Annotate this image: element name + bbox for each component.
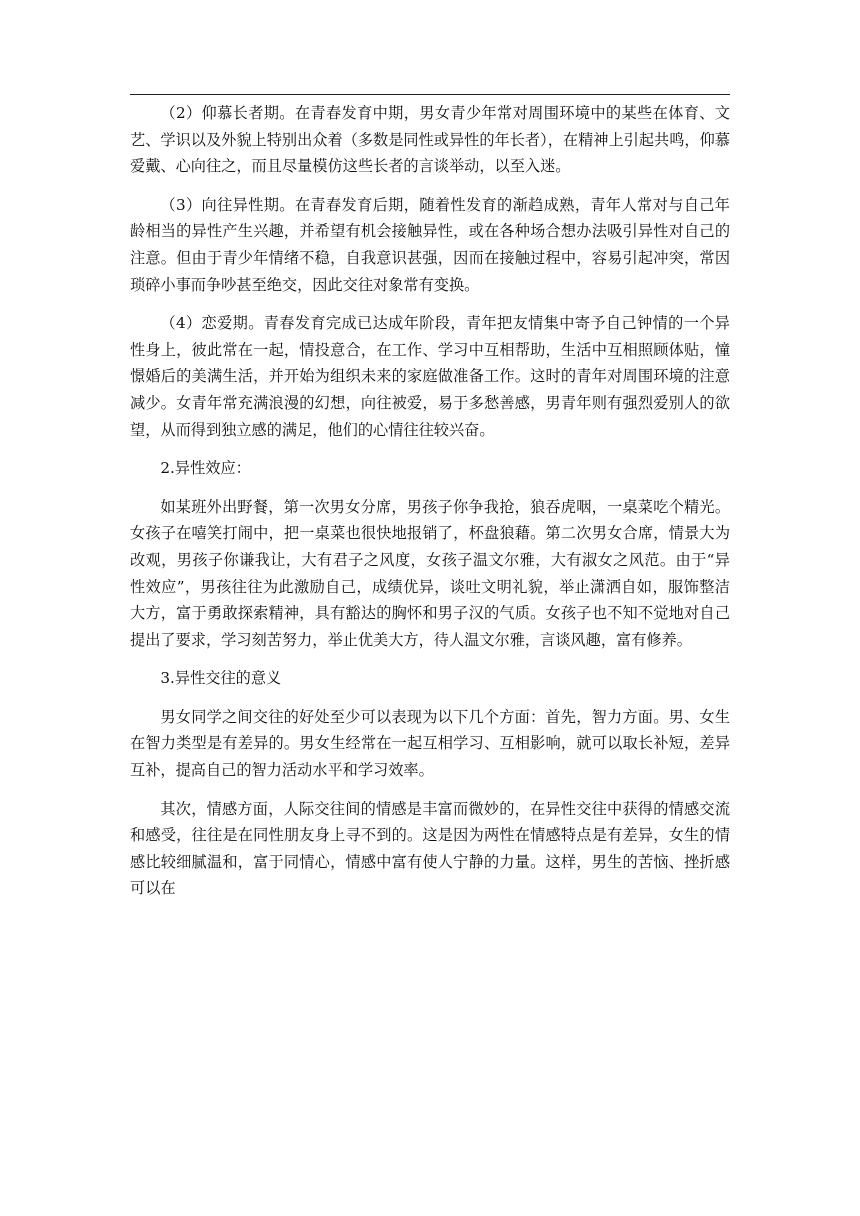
section-heading-opposite-sex-effect: 2.异性效应： — [160, 459, 251, 478]
paragraph-picnic-example: 如某班外出野餐，第一次男女分席，男孩子你争我抢，狼吞虎咽，一桌菜吃个精光。女孩子在嘻笑打闹中，把一桌菜也很快地报销了，杯盘狼藉。第二次男女合席，情景大为改观，男孩子你谦我让，大有君子之风度，女孩子温文尔雅，大有淑女之风范。由于“异性效应”，男孩往往为此激励自己，成绩优异，谈吐文明礼貌，举止潇洒自如，服饰整洁大方，富于勇敢探索精神，具有豁达的胸怀和男子汉的气质。女孩子也不知不觉地对自己提出了要求，学习刻苦努力，举止优美大方，待人温文尔雅，言谈风趣，富有修养。 — [130, 497, 730, 649]
document-body — [130, 100, 730, 902]
section-heading-significance: 3.异性交往的意义 — [160, 669, 282, 688]
paragraph-emotional-benefits: 其次，情感方面，人际交往间的情感是丰富而微妙的，在异性交往中获得的情感交流和感受，往往是在同性朋友身上寻不到的。这是因为两性在情感特点是有差异，女生的情感比较细腻温和，富于同情心，情感中富有使人宁静的力量。这样，男生的苦恼、挫折感可以在 — [130, 799, 730, 898]
paragraph-admiring-elders: （2）仰慕长者期。在青春发育中期，男女青少年常对周围环境中的某些在体育、文艺、学识以及外貌上特别出众着（多数是同性或异性的年长者），在精神上引起共鸣，仰慕爱戴、心向往之，而且尽量模仿这些长者的言谈举动，以至入迷。 — [130, 104, 730, 176]
paragraph-attraction-opposite-sex: （3）向往异性期。在青春发育后期，随着性发育的渐趋成熟，青年人常对与自己年龄相当的异性产生兴趣，并希望有机会接触异性，或在各种场合想办法吸引异性对自己的注意。但由于青少年情绪不稳，自我意识甚强，因而在接触过程中，容易引起冲突，常因琐碎小事而争吵甚至绝交，因此交往对象常有变换。 — [130, 195, 730, 294]
paragraph-love-period: （4）恋爱期。青春发育完成已达成年阶段，青年把友情集中寄予自己钟情的一个异性身上，彼此常在一起，情投意合，在工作、学习中互相帮助，生活中互相照顾体贴，憧憬婚后的美满生活，并开始为组织未来的家庭做准备工作。这时的青年对周围环境的注意减少。女青年常充满浪漫的幻想，向往被爱，易于多愁善感，男青年则有强烈爱别人的欲望，从而得到独立感的满足，他们的心情往往较兴奋。 — [130, 314, 730, 439]
header-rule — [130, 94, 730, 95]
paragraph-intellect-benefits: 男女同学之间交往的好处至少可以表现为以下几个方面：首先，智力方面。男、女生在智力类型是有差异的。男女生经常在一起互相学习、互相影响，就可以取长补短，差异互补，提高自己的智力活动水平和学习效率。 — [130, 707, 730, 780]
